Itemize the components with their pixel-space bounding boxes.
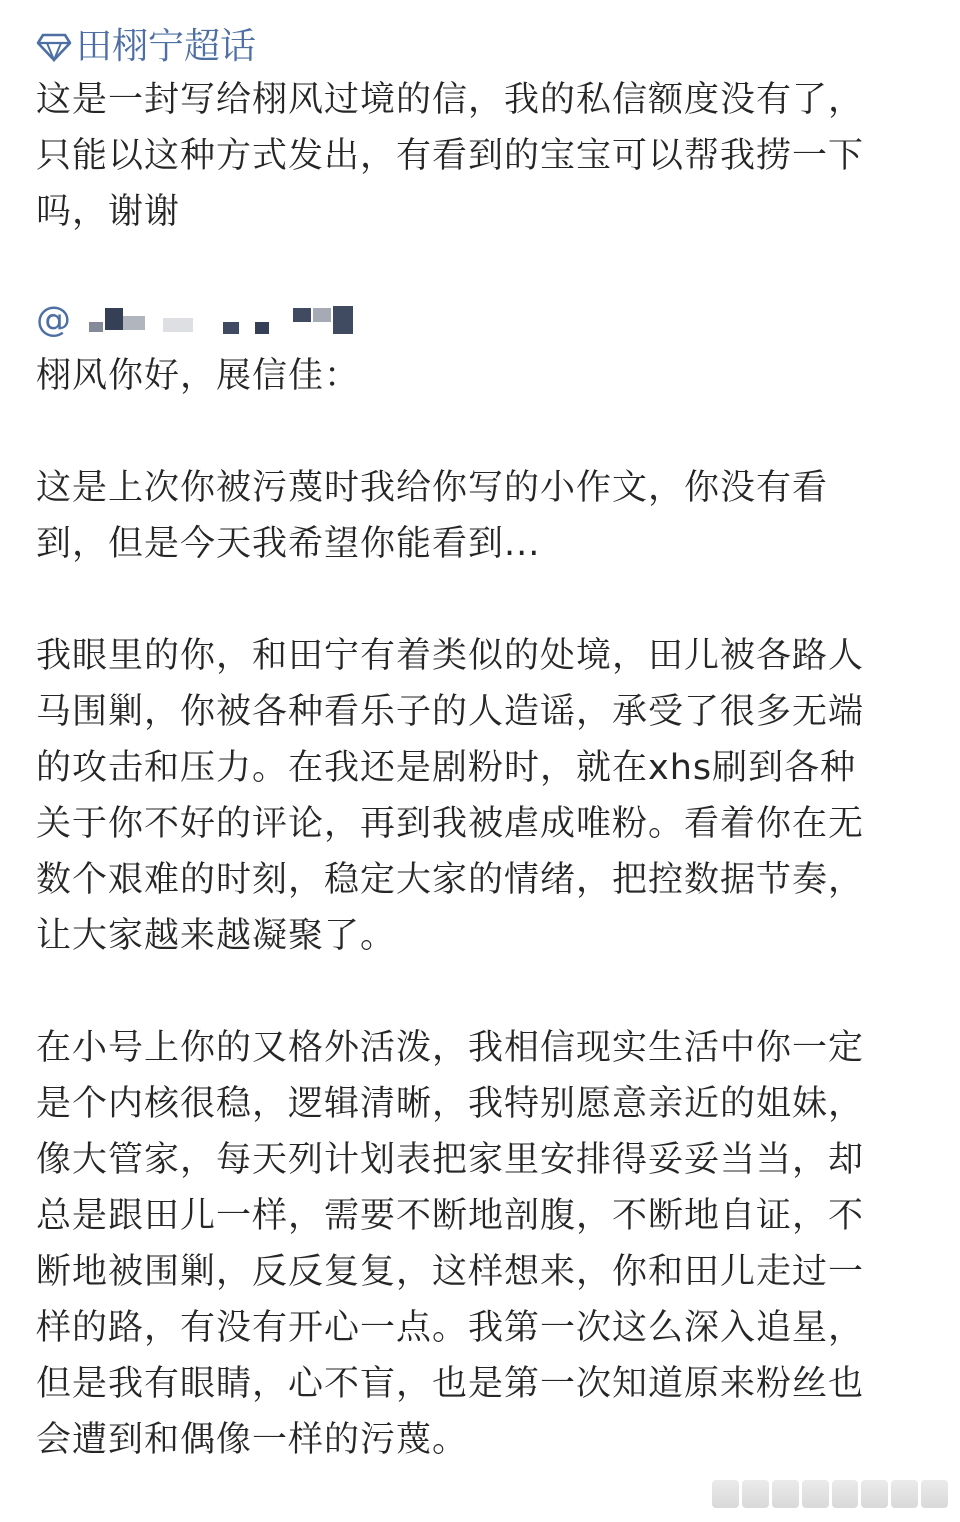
user-mention[interactable] <box>36 292 916 348</box>
intro-line: 吗，谢谢 <box>36 192 181 232</box>
letter-line: 像大管家，每天列计划表把家里安排得妥妥当当，却 <box>36 1140 865 1180</box>
letter-line: 这是上次你被污蔑时我给你写的小作文，你没有看 <box>36 468 829 508</box>
greeting-line: 栩风你好，展信佳： <box>36 356 361 396</box>
greeting <box>36 348 916 404</box>
letter-line: 但是我有眼睛，心不盲，也是第一次知道原来粉丝也 <box>36 1364 865 1404</box>
intro-line: 只能以这种方式发出，有看到的宝宝可以帮我捞一下 <box>36 136 865 176</box>
super-topic-label: 田栩宁超话 <box>76 26 257 67</box>
letter-line: 在小号上你的又格外活泼，我相信现实生活中你一定 <box>36 1028 865 1068</box>
letter-line: 断地被围剿，反反复复，这样想来，你和田儿走过一 <box>36 1252 865 1292</box>
letter-line: 是个内核很稳，逻辑清晰，我特别愿意亲近的姐妹， <box>36 1084 865 1124</box>
letter-line: 到，但是今天我希望你能看到... <box>36 524 541 564</box>
super-topic-link[interactable] <box>36 22 916 72</box>
letter-line: 数个艰难的时刻，稳定大家的情绪，把控数据节奏， <box>36 860 865 900</box>
mention-at-sign: @ <box>36 300 71 340</box>
letter-paragraph-2 <box>36 628 916 964</box>
letter-paragraph-1 <box>36 460 916 572</box>
watermark-blur <box>712 1480 948 1508</box>
post-content <box>36 22 916 1468</box>
letter-line: 的攻击和压力。在我还是剧粉时，就在xhs刷到各种 <box>36 748 857 788</box>
letter-line: 关于你不好的评论，再到我被虐成唯粉。看着你在无 <box>36 804 865 844</box>
redacted-username <box>83 300 403 340</box>
letter-line: 让大家越来越凝聚了。 <box>36 916 397 956</box>
letter-line: 马围剿，你被各种看乐子的人造谣，承受了很多无端 <box>36 692 865 732</box>
letter-line: 会遭到和偶像一样的污蔑。 <box>36 1420 469 1460</box>
diamond-icon <box>36 32 72 62</box>
letter-line: 样的路，有没有开心一点。我第一次这么深入追星， <box>36 1308 865 1348</box>
letter-paragraph-3 <box>36 1020 916 1468</box>
intro-paragraph <box>36 72 916 240</box>
intro-line: 这是一封写给栩风过境的信，我的私信额度没有了， <box>36 80 865 120</box>
letter-line: 总是跟田儿一样，需要不断地剖腹，不断地自证，不 <box>36 1196 865 1236</box>
letter-line: 我眼里的你，和田宁有着类似的处境，田儿被各路人 <box>36 636 865 676</box>
